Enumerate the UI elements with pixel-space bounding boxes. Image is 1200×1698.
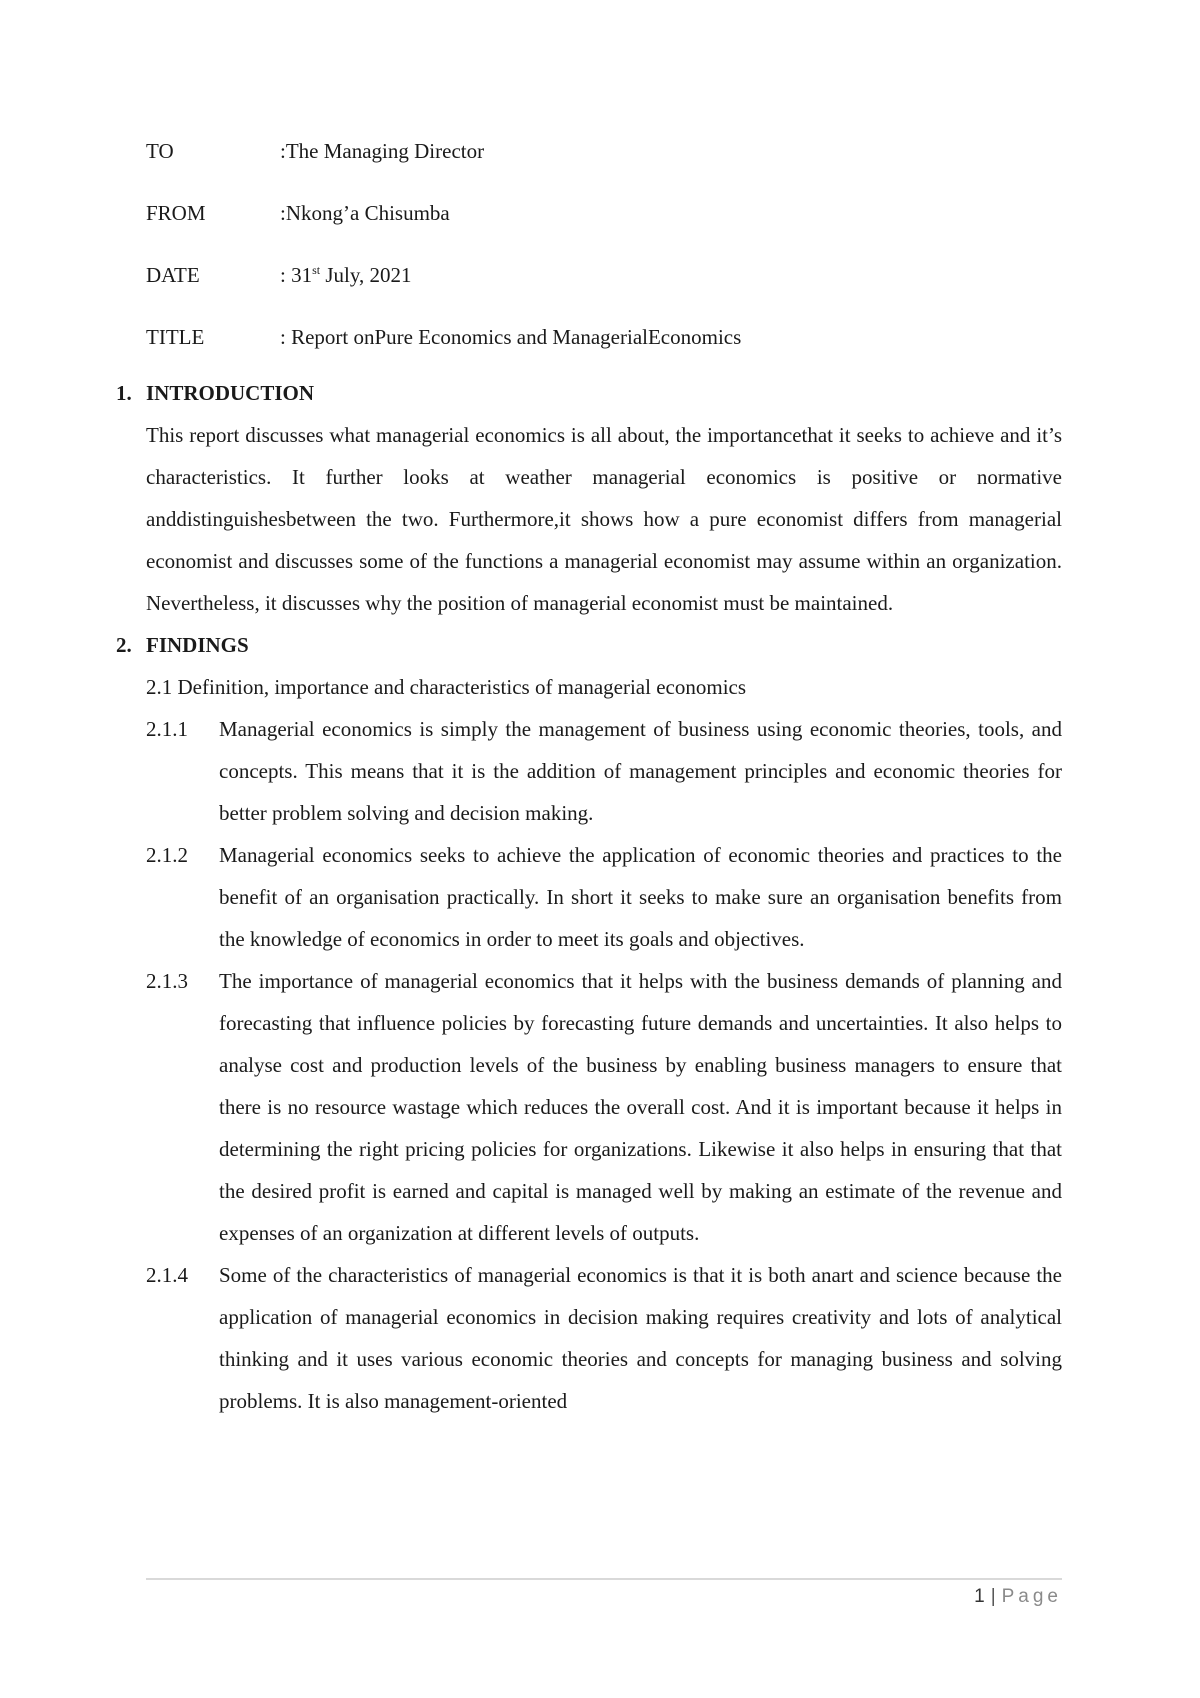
- section-title: FINDINGS: [146, 633, 249, 657]
- memo-date-value: [280, 262, 1062, 288]
- memo-from-row: [146, 200, 1062, 262]
- footer-divider: [146, 1578, 1062, 1580]
- section-title: INTRODUCTION: [146, 381, 315, 405]
- memo-to-value: :The Managing Director: [280, 139, 485, 163]
- item-text: Some of the characteristics of managerial economics is that it is both anart and science because the application of managerial economics in decision making requires creativity and lots of analytical thinking and it uses various economic theories and concepts for managing business and solving problems. It is also management-oriented: [219, 1263, 1062, 1413]
- item-number: 2.1.3: [146, 969, 188, 993]
- item-number: 2.1.1: [146, 717, 188, 741]
- memo-from-label: FROM: [146, 201, 206, 225]
- numbered-item: [146, 1254, 1062, 1422]
- numbered-item: [146, 834, 1062, 960]
- introduction-paragraph: This report discusses what managerial economics is all about, the importancethat it seeks to achieve and it’s characteristics. It further looks at weather managerial economics is positive or normative anddistinguishesbetween the two. Furthermore,it shows how a pure economist differs from managerial economist and discusses some of the functions a managerial economist may assume within an organization. Nevertheless, it discusses why the position of managerial economist must be maintained.: [146, 423, 1062, 615]
- section-heading-introduction: [116, 372, 1062, 414]
- footer-separator: |: [990, 1586, 996, 1607]
- memo-from-value: :Nkong’a Chisumba: [280, 201, 450, 225]
- memo-date-row: [146, 262, 1062, 324]
- section-heading-findings: [116, 624, 1062, 666]
- memo-date-suffix: July, 2021: [320, 263, 412, 287]
- item-text: Managerial economics seeks to achieve the application of economic theories and practices to the benefit of an organisation practically. In short it seeks to make sure an organisation benefits from the knowledge of economics in order to meet its goals and objectives.: [219, 843, 1062, 951]
- item-number: 2.1.4: [146, 1263, 188, 1287]
- section-number: 1.: [116, 381, 132, 405]
- memo-title-label: TITLE: [146, 325, 205, 349]
- memo-title-value: : Report onPure Economics and ManagerialEconomics: [280, 325, 742, 349]
- memo-title-row: [146, 324, 1062, 372]
- memo-date-prefix: : 31: [280, 263, 313, 287]
- memo-date-ordinal: st: [312, 263, 321, 277]
- memo-to-label: TO: [146, 139, 174, 163]
- item-text: The importance of managerial economics that it helps with the business demands of planning and forecasting that influence policies by forecasting future demands and uncertainties. It also helps to analyse cost and production levels of the business by enabling business managers to ensure that there is no resource wastage which reduces the overall cost. And it is important because it helps in determining the right pricing policies for organizations. Likewise it also helps in ensuring that that the desired profit is earned and capital is managed well by making an estimate of the revenue and expenses of an organization at different levels of outputs.: [219, 969, 1062, 1245]
- item-text: Managerial economics is simply the management of business using economic theories, tools, and concepts. This means that it is the addition of management principles and economic theories for better problem solving and decision making.: [219, 717, 1062, 825]
- subsection-title: 2.1 Definition, importance and characteristics of managerial economics: [146, 675, 747, 699]
- item-number: 2.1.2: [146, 843, 188, 867]
- page-label: Page: [1001, 1586, 1062, 1607]
- section-number: 2.: [116, 633, 132, 657]
- numbered-item: [146, 708, 1062, 834]
- page-number: 1: [974, 1586, 985, 1607]
- document-body: [116, 138, 1062, 1422]
- numbered-item: [146, 960, 1062, 1254]
- memo-to-row: [146, 138, 1062, 200]
- page-footer: [146, 1586, 1062, 1608]
- memo-date-label: DATE: [146, 263, 200, 287]
